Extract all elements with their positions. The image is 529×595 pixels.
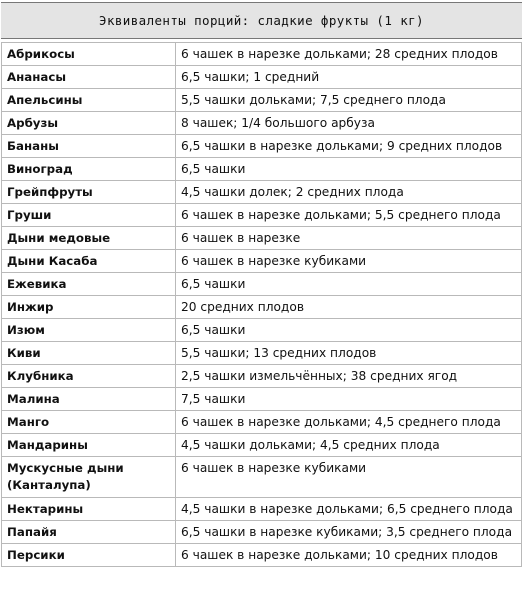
fruit-name: Бананы bbox=[2, 135, 176, 158]
fruit-name: Груши bbox=[2, 204, 176, 227]
fruit-name: Абрикосы bbox=[2, 43, 176, 66]
table-row bbox=[2, 457, 522, 498]
fruit-name: Арбузы bbox=[2, 112, 176, 135]
portion-equivalent: 6,5 чашки bbox=[176, 158, 522, 181]
fruit-name-cell bbox=[2, 457, 176, 498]
portion-equivalent: 4,5 чашки в нарезке дольками; 6,5 среднего плода bbox=[176, 498, 522, 521]
fruit-name: Мандарины bbox=[2, 434, 176, 457]
table-row bbox=[2, 365, 522, 388]
table-row bbox=[2, 43, 522, 66]
portion-equivalent: 8 чашек; 1/4 большого арбуза bbox=[176, 112, 522, 135]
table-row bbox=[2, 66, 522, 89]
fruit-name: Манго bbox=[2, 411, 176, 434]
fruit-name: Виноград bbox=[2, 158, 176, 181]
fruit-name: Изюм bbox=[2, 319, 176, 342]
portion-equivalent: 20 средних плодов bbox=[176, 296, 522, 319]
portion-equivalent: 6 чашек в нарезке дольками; 10 средних плодов bbox=[176, 544, 522, 567]
portion-equivalent: 6 чашек в нарезке bbox=[176, 227, 522, 250]
portion-equivalent: 6,5 чашки bbox=[176, 319, 522, 342]
fruit-name: Папайя bbox=[2, 521, 176, 544]
portion-equivalent: 2,5 чашки измельчённых; 38 средних ягод bbox=[176, 365, 522, 388]
portion-equivalents-table bbox=[1, 42, 522, 567]
fruit-name: Клубника bbox=[2, 365, 176, 388]
table-row bbox=[2, 204, 522, 227]
table-row bbox=[2, 135, 522, 158]
portion-equivalent: 5,5 чашки; 13 средних плодов bbox=[176, 342, 522, 365]
fruit-name: Мускусные дыни bbox=[7, 461, 124, 475]
portion-equivalent: 6 чашек в нарезке кубиками bbox=[176, 250, 522, 273]
table-row bbox=[2, 388, 522, 411]
fruit-name: Киви bbox=[2, 342, 176, 365]
fruit-name-note: (Канталупа) bbox=[7, 478, 91, 492]
portion-equivalent: 6 чашек в нарезке дольками; 28 средних плодов bbox=[176, 43, 522, 66]
fruit-name: Дыни Касаба bbox=[2, 250, 176, 273]
table-row bbox=[2, 411, 522, 434]
table-row bbox=[2, 181, 522, 204]
portion-equivalent: 6 чашек в нарезке кубиками bbox=[176, 457, 522, 498]
portion-equivalent: 5,5 чашки дольками; 7,5 среднего плода bbox=[176, 89, 522, 112]
portion-equivalent: 4,5 чашки дольками; 4,5 средних плода bbox=[176, 434, 522, 457]
table-row bbox=[2, 89, 522, 112]
portion-equivalent: 4,5 чашки долек; 2 средних плода bbox=[176, 181, 522, 204]
table-row bbox=[2, 227, 522, 250]
fruit-name: Ананасы bbox=[2, 66, 176, 89]
fruit-name: Нектарины bbox=[2, 498, 176, 521]
portion-table-frame bbox=[1, 2, 522, 593]
table-title: Эквиваленты порций: сладкие фрукты (1 кг) bbox=[99, 13, 424, 28]
fruit-name: Малина bbox=[2, 388, 176, 411]
table-row bbox=[2, 112, 522, 135]
table-row bbox=[2, 250, 522, 273]
fruit-name: Инжир bbox=[2, 296, 176, 319]
fruit-name: Ежевика bbox=[2, 273, 176, 296]
table-row bbox=[2, 434, 522, 457]
portion-equivalent: 6,5 чашки; 1 средний bbox=[176, 66, 522, 89]
table-row bbox=[2, 273, 522, 296]
table-title-bar bbox=[1, 2, 522, 39]
table-row bbox=[2, 296, 522, 319]
portion-equivalent: 6,5 чашки в нарезке кубиками; 3,5 среднего плода bbox=[176, 521, 522, 544]
table-row bbox=[2, 521, 522, 544]
table-row bbox=[2, 342, 522, 365]
fruit-name: Дыни медовые bbox=[2, 227, 176, 250]
portion-equivalent: 6 чашек в нарезке дольками; 4,5 среднего плода bbox=[176, 411, 522, 434]
portion-equivalent: 6,5 чашки bbox=[176, 273, 522, 296]
table-row bbox=[2, 158, 522, 181]
table-row bbox=[2, 319, 522, 342]
table-row bbox=[2, 544, 522, 567]
fruit-name: Персики bbox=[2, 544, 176, 567]
fruit-name: Грейпфруты bbox=[2, 181, 176, 204]
portion-equivalent: 6,5 чашки в нарезке дольками; 9 средних плодов bbox=[176, 135, 522, 158]
fruit-name: Апельсины bbox=[2, 89, 176, 112]
portion-equivalent: 7,5 чашки bbox=[176, 388, 522, 411]
portion-equivalent: 6 чашек в нарезке дольками; 5,5 среднего плода bbox=[176, 204, 522, 227]
table-row bbox=[2, 498, 522, 521]
